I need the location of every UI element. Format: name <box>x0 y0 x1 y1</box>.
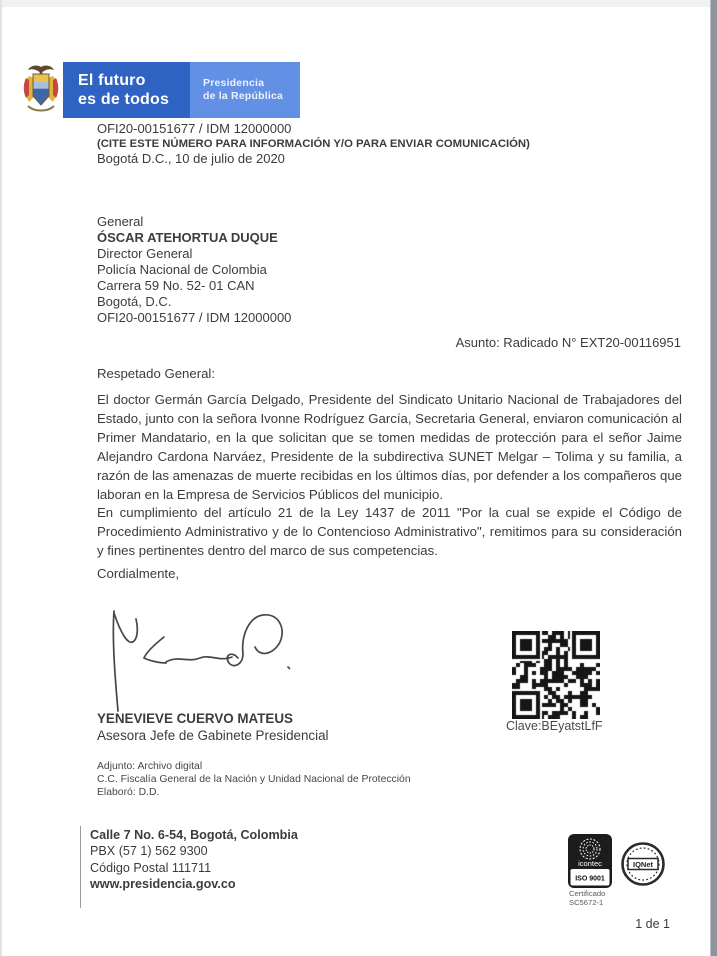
signer-title: Asesora Jefe de Gabinete Presidencial <box>97 727 329 743</box>
recipient-rank: General <box>97 214 144 229</box>
cite-note: (CITE ESTE NÚMERO PARA INFORMACIÓN Y/O PARA ENVIAR COMUNICACIÓN) <box>97 137 530 150</box>
recipient-institution: Policía Nacional de Colombia <box>97 262 267 277</box>
iqnet-certification-icon <box>620 841 666 887</box>
qr-code <box>512 631 600 719</box>
carbon-copy-note: C.C. Fiscalía General de la Nación y Unidad Nacional de Protección <box>97 773 411 785</box>
iqnet-label: IQNet <box>632 859 654 869</box>
viewer-top-edge <box>0 0 717 7</box>
recipient-file-number: OFI20-00151677 / IDM 12000000 <box>97 310 292 325</box>
entity-line-1: Presidencia <box>203 77 265 89</box>
qr-key-caption: Clave:BEyatstLfF <box>506 719 603 733</box>
certificate-number <box>569 889 605 907</box>
body-paragraph-1: El doctor Germán García Delgado, Presidente del Sindicato Unitario Nacional de Trabajadores del Estado, junto con la señora Ivonne Rodríguez García, Secretaria General, enviaron comunicación al Primer Mandatario, en la que solicitan que se tomen medidas de protección para el señor Jaime Alejandro Cardona Narváez, Presidente de la subdirectiva SUNET Melgar – Tolima y su familia, a razón de las amenazas de muerte recibidas en los últimos días, por defender a los compañeros que laboran en la Empresa de Servicios Públicos del municipio. <box>97 392 682 503</box>
footer-website: www.presidencia.gov.co <box>90 876 236 891</box>
presidency-banner <box>190 62 300 118</box>
certificate-code: SC5672-1 <box>569 898 604 907</box>
entity-line-2: de la República <box>203 90 284 102</box>
recipient-position: Director General <box>97 246 193 261</box>
government-slogan-banner <box>63 62 190 118</box>
footer-contact-block <box>90 827 298 892</box>
icontec-label: icontec <box>578 859 602 868</box>
footer-postal-code: Código Postal 111711 <box>90 860 212 875</box>
handwritten-signature-image <box>98 601 298 715</box>
place-and-date: Bogotá D.C., 10 de julio de 2020 <box>97 151 285 166</box>
recipient-street: Carrera 59 No. 52- 01 CAN <box>97 278 255 293</box>
page-number: 1 de 1 <box>635 917 670 931</box>
recipient-block <box>97 214 291 326</box>
recipient-city: Bogotá, D.C. <box>97 294 172 309</box>
viewer-right-scrollbar[interactable] <box>710 0 717 956</box>
slogan-line-2: es de todos <box>78 91 170 108</box>
icontec-certification-icon <box>568 834 612 888</box>
salutation: Respetado General: <box>97 366 216 381</box>
certificate-word: Certificado <box>569 889 606 898</box>
signer-name: YENEVIEVE CUERVO MATEUS <box>97 711 293 726</box>
iso-label: ISO 9001 <box>575 875 605 883</box>
viewer-left-edge <box>0 0 2 956</box>
signer-block <box>97 711 329 744</box>
recipient-name: ÓSCAR ATEHORTUA DUQUE <box>97 230 278 245</box>
reference-number: OFI20-00151677 / IDM 12000000 <box>97 121 292 136</box>
footer-divider-line <box>80 826 81 908</box>
colombia-coat-of-arms-icon <box>21 64 61 114</box>
closing-phrase: Cordialmente, <box>97 566 180 581</box>
slogan-line-1: El futuro <box>78 72 146 89</box>
footer-address: Calle 7 No. 6-54, Bogotá, Colombia <box>90 828 298 842</box>
reference-block <box>97 121 530 167</box>
footer-pbx: PBX (57 1) 562 9300 <box>90 844 208 859</box>
body-paragraph-2: En cumplimiento del artículo 21 de la Ley 1437 de 2011 "Por la cual se expide el Código de Procedimiento Administrativo y de lo Contencioso Administrativo", remitimos para su consideración y fines pertinentes dentro del marco de sus competencias. <box>97 505 682 559</box>
subject-line: Asunto: Radicado N° EXT20-00116951 <box>455 335 681 350</box>
attachment-note: Adjunto: Archivo digital <box>97 761 203 772</box>
annotations-block <box>97 761 411 799</box>
prepared-by-note: Elaboró: D.D. <box>97 786 160 798</box>
